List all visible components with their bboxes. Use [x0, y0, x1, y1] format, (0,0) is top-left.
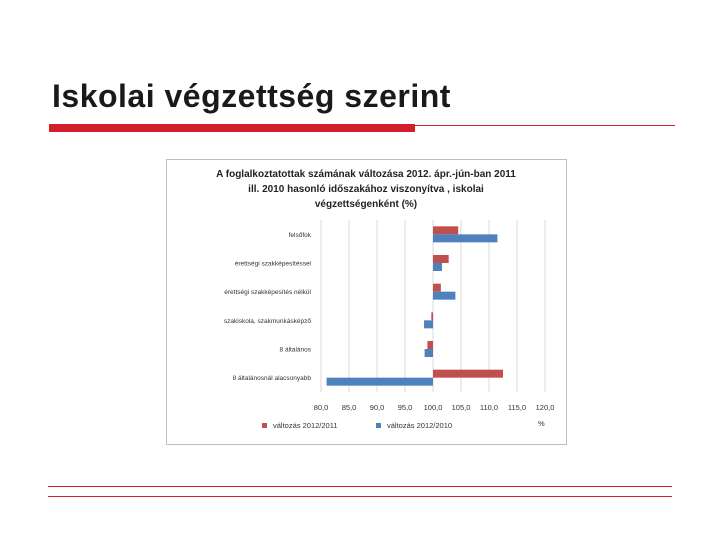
- x-tick-label: 90,0: [369, 403, 385, 412]
- x-tick-label: 115,0: [507, 403, 527, 412]
- bar: [433, 284, 441, 292]
- x-tick-label: 80,0: [313, 403, 329, 412]
- bar: [433, 370, 503, 378]
- bar: [433, 226, 458, 234]
- category-label: érettségi szakképesítéssel: [234, 260, 311, 268]
- chart-title-line-2: ill. 2010 hasonló időszakához viszonyítva , iskolai: [248, 184, 484, 195]
- chart-title-line-3: végzettségenként (%): [314, 199, 418, 210]
- x-tick-label: 120,0: [535, 403, 555, 412]
- x-tick-label: 110,0: [479, 403, 499, 412]
- bar: [433, 263, 442, 271]
- category-label: 8 általánosnál alacsonyabb: [232, 375, 311, 383]
- legend-label: változás 2012/2011: [273, 421, 338, 430]
- slide-title: Iskolai végzettség szerint: [52, 78, 451, 114]
- bar: [425, 349, 433, 357]
- x-tick-label: 95,0: [397, 403, 413, 412]
- bar: [433, 292, 455, 300]
- bar: [433, 255, 449, 263]
- footer-line-top: [48, 486, 672, 487]
- bar: [433, 234, 497, 242]
- category-label: érettségi szakképesítés nélkül: [224, 289, 311, 297]
- x-tick-label: 85,0: [341, 403, 357, 412]
- chart-title-line-1: A foglalkoztatottak számának változása 2012. ápr.-jún-ban 2011: [216, 169, 516, 180]
- legend-swatch: [376, 423, 381, 428]
- category-label: felsőfok: [288, 231, 311, 239]
- x-tick-label: 105,0: [451, 403, 471, 412]
- bar: [431, 312, 433, 320]
- bar: [424, 320, 433, 328]
- legend-swatch: [262, 423, 267, 428]
- category-label: 8 általános: [279, 346, 311, 354]
- bar: [327, 378, 433, 386]
- footer-line-bottom: [48, 496, 672, 497]
- bar: [427, 341, 433, 349]
- category-label: szakiskola, szakmunkásképző: [223, 317, 311, 325]
- x-tick-label: 100,0: [423, 403, 443, 412]
- legend-label: változás 2012/2010: [387, 421, 453, 430]
- unit-label: %: [538, 419, 545, 428]
